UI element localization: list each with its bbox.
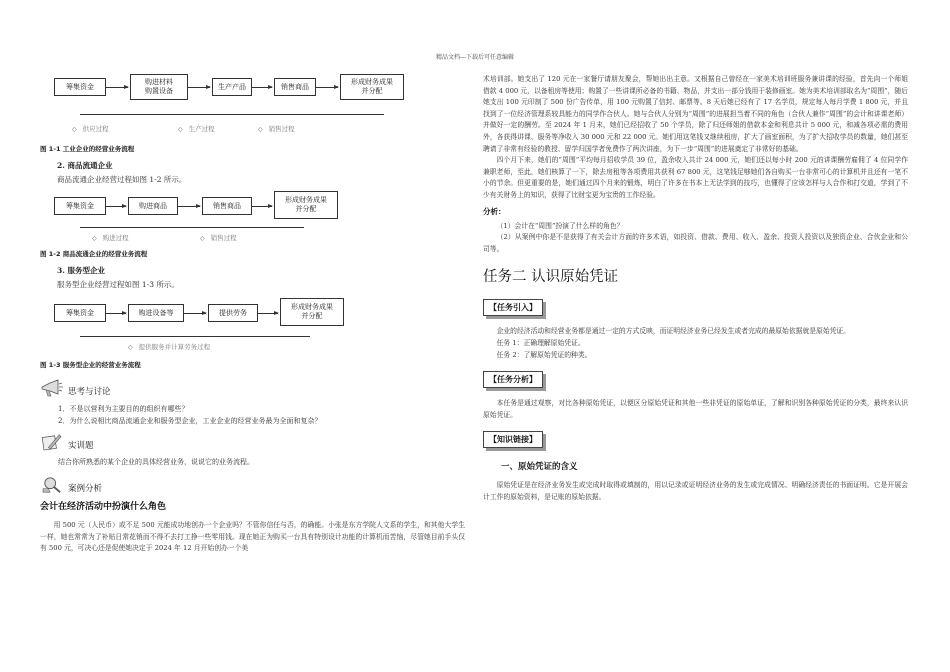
stage-label: ◇ 销售过程 xyxy=(200,234,237,242)
task-intro-text: 企业的经济活动和经营业务都是通过一定的方式反映，而证明经济业务已经发生或者完成的最原始依据就是原始凭证。 xyxy=(496,327,851,336)
flow-box: 购进材料 购置设备 xyxy=(130,74,188,100)
analysis-question: （1）会计在“周围”扮演了什么样的角色？ xyxy=(496,221,624,230)
figure-caption: 图 1-3 服务型企业的经营业务流程 xyxy=(40,361,141,369)
flow-box: 筹集资金 xyxy=(54,197,106,215)
case-section-header: 案例分析 xyxy=(40,474,465,494)
flow-box: 筹集资金 xyxy=(54,304,106,322)
case-paragraph: 用 500 元（人民币）或不足 500 元能成功地创办一个企业吗？不管你信任与否，的确能。小张是东方学院人文系的学生，和其他大学生一样，她也常常为了补贴日常花销而不得不去打工挣一些零用钱。现在她正为购买一台具有特别设计功能的计算机而苦恼，尽管她目前手头仅有 500 元，可决心还是促使她决定于 2024 年 12 月开始创办一个美 xyxy=(40,521,465,553)
analysis-question: （2）从案例中你是不是获得了有关会计方面的许多术语，如投资、借款、费用、收入、盈余、投资人投资以及独资企业、合伙企业和公司等。 xyxy=(483,233,908,253)
practice-text: 结合你所熟悉的某个企业的具体经营业务，说说它的业务流程。 xyxy=(58,458,254,466)
analysis-label: 分析： xyxy=(483,206,506,216)
case-title: 会计在经济活动中扮演什么角色 xyxy=(40,502,167,512)
flow-box: 形成财务成果 并分配 xyxy=(340,74,404,100)
figure-caption: 图 1-2 商品流通企业的经营业务流程 xyxy=(40,250,148,258)
flow-box: 提供劳务 xyxy=(208,304,258,322)
figure-caption: 图 1-1 工业企业的经营业务流程 xyxy=(40,145,135,153)
flow-box: 筹集资金 xyxy=(54,78,106,96)
stage-label: ◇ 销售过程 xyxy=(258,125,295,133)
case-paragraph: 术培训部。她支出了 120 元在一家餐厅请朋友聚会，帮她出出主意。又根据自己曾经在一家美术培训班服务兼讲课的经验，首先向一个师姐借款 4 000 元，以备租房等使用；购置了一些讲课所必备的书籍、物品，并支出一部分钱用于装修画室。她为美术培训部取名为“周围”，随后她支出 100 元印制了 500 份广告传单，用 100 元购置了信封、邮票等。8 天后她已经有了 17 名学员，规定每人每月学费 1 800 元，并且找到了一位经济管理系较具能力的同学作合伙人。她与合伙人分别为“周围”的进展担当着不同的角色（合伙人兼作“周围”的会计和讲课老师）并做好一定的酬劳。至 2024 年 1 月末，她们已经招收了 50 个学员，除了归还师姐的借款本金和利息共计 5 000 元，和减各项必需的费用外，各获得讲课、服务等净收入 30 000 元和 22 000 元。她们用这笔钱又继续租房，扩大了画室面积，为了扩大招收学员的数量，她们甚至聘请了非常有经验的教授、留学归国学者免费作了两次讲座，为下一步“周围”的进展奠定了非常好的基础。 xyxy=(483,75,908,153)
flow-box: 形成财务成果 并分配 xyxy=(274,191,338,219)
page-header: 精品文档---下载后可任意编辑 xyxy=(435,54,515,61)
stage-label: ◇ 生产过程 xyxy=(178,125,215,133)
pencil-paper-icon xyxy=(40,433,64,451)
flowchart-service xyxy=(40,292,465,351)
flow-box: 销售商品 xyxy=(202,197,252,215)
task-title: 任务二 认识原始凭证 xyxy=(483,269,619,286)
flowchart-industrial xyxy=(40,70,465,132)
subsection-title: 一、原始凭证的含义 xyxy=(501,462,578,473)
flow-box: 生产产品 xyxy=(212,78,252,96)
flowchart-commerce xyxy=(40,187,465,241)
megaphone-icon xyxy=(40,379,64,397)
section-title: 2. 商品流通企业 xyxy=(57,161,113,170)
knowledge-tag: 【知识链接】 xyxy=(483,431,543,448)
case-paragraph: 四个月下来，她们的“周围”平均每月招收学员 39 位，盈余收入共计 24 000 元，她们还以每小时 200 元的讲课酬劳雇佣了 4 位同学作兼职老师，至此，她们核算了一下，除去房租等各项费用共获利 67 800 元，这笔钱足够她们各自购买一台非常可心的计算机并且还有一笔不小的节余。但更重要的是，她们通过四个月来的锻炼，明白了许多在书本上无法学到的技巧，也懂得了应该怎样与人合作和打交道，学到了不少有关财务上的知识，获得了比财宝更为宝贵的工作经验。 xyxy=(483,156,908,199)
task-item: 任务 2：了解原始凭证的种类。 xyxy=(496,350,592,359)
right-column xyxy=(483,74,908,503)
flow-box: 购进商品 xyxy=(128,197,178,215)
stage-label: ◇ 供应过程 xyxy=(72,125,109,133)
subsection-text: 原始凭证是在经济业务发生或完成时取得或填制的，用以记录或证明经济业务的发生或完成情况、明确经济责任的书面证明。它是开展会计工作的原始资料，是记账的原始依据。 xyxy=(483,481,908,501)
section-title: 3. 服务型企业 xyxy=(57,266,105,275)
flow-box: 形成财务成果 并分配 xyxy=(280,298,344,326)
flow-box: 销售商品 xyxy=(274,78,316,96)
section-intro: 服务型企业经营过程如图 1-3 所示。 xyxy=(57,280,179,289)
task-analysis-tag: 【任务分析】 xyxy=(483,371,543,388)
task-intro-tag: 【任务引入】 xyxy=(483,299,543,316)
question-item: 1．不是以营利为主要目的的组织有哪些？ xyxy=(58,405,189,413)
question-item: 2．为什么说相比商品流通企业和服务型企业，工业企业的经营业务最为全面和复杂？ xyxy=(58,417,322,425)
task-analysis-text: 本任务是通过观察，对比各种原始凭证，以便区分原始凭证和其他一些非凭证的原始单证，了解和识别各种原始凭证的分类，最终来认识原始凭证。 xyxy=(483,399,908,419)
magnifier-icon xyxy=(40,476,64,494)
stage-label: ◇ 购进过程 xyxy=(92,234,129,242)
think-section-header: 思考与讨论 xyxy=(40,377,465,397)
flow-box: 购进设备等 xyxy=(128,304,184,322)
task-item: 任务 1：正确理解原始凭证。 xyxy=(496,338,585,347)
stage-label: ◇ 提供服务并计算劳务过程 xyxy=(128,343,211,351)
left-column xyxy=(40,70,465,555)
practice-section-header: 实训题 xyxy=(40,431,465,451)
section-intro: 商品流通企业经营过程如图 1-2 所示。 xyxy=(57,175,187,184)
